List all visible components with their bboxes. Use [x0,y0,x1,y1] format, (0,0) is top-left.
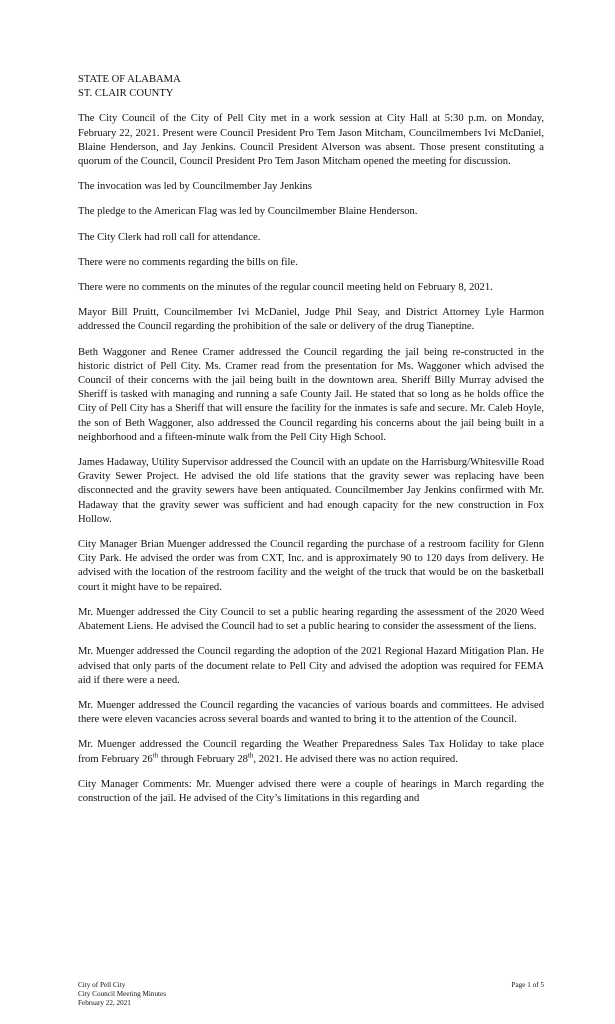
paragraph-pledge: The pledge to the American Flag was led by Councilmember Blaine Henderson. [78,206,418,218]
county-heading: ST. CLAIR COUNTY [78,88,174,100]
paragraph-minutes: There were no comments on the minutes of the regular council meeting held on February 8, 2021. [78,282,493,294]
paragraph-vacancies: Mr. Muenger addressed the Council regarding the vacancies of various boards and committees. He advised there were eleven vacancies across several boards and wanted to bring it to the attention of the Council. [78,699,544,726]
footer-date: February 22, 2021 [78,999,131,1007]
paragraph-roll-call: The City Clerk had roll call for attendance. [78,231,261,243]
paragraph-meeting-opening: The City Council of the City of Pell City met in a work session at City Hall at 5:30 p.m. on Monday, February 22, 2021. Present were Council President Pro Tem Jason Mitcham, Councilmembers Ivi McDaniel, Blaine Henderson, and Jay Jenkins. Council President Alverson was absent. Those present constituting a quorum of the Council, Council President Pro Tem Jason Mitcham opened the meeting for discussion. [78,113,544,168]
paragraph-sewer: James Hadaway, Utility Supervisor addressed the Council with an update on the Harrisburg/Whitesville Road Gravity Sewer Project. He advised the old life stations that the gravity sewer was replacing have been disconnected and the gravity sewers have been antiquated. Councilmember Jay Jenkins confirmed with Mr. Hadaway that the gravity sewer was sufficient and had enough capacity for the new construction in Fox Hollow. [78,457,544,525]
tax-holiday-text-3: , 2021. He advised there was no action required. [253,753,458,765]
paragraph-tax-holiday [78,738,544,766]
paragraph-bills: There were no comments regarding the bills on file. [78,256,298,268]
paragraph-invocation: The invocation was led by Councilmember Jay Jenkins [78,181,312,193]
tax-holiday-text-1: Mr. Muenger addressed the Council regarding the Weather Preparedness Sales Tax Holiday to take place from February 26 [78,739,544,765]
paragraph-jail: Beth Waggoner and Renee Cramer addressed the Council regarding the jail being re-constructed in the historic district of Pell City. Ms. Cramer read from the presentation for Ms. Waggoner which advised the Council of their concerns with the jail being built in the downtown area. Sheriff Billy Murray advised the Sheriff is tasked with managing and running a safe County Jail. He stated that so long as he holds office the City of Pell City has a Sheriff that will ensure the facility for the inmates is safe and secure. Mr. Caleb Hoyle, the son of Beth Waggoner, also addressed the Council regarding his concerns about the jail being built in a neighborhood and a fifteen-minute walk from the Pell City High School. [78,346,544,443]
page-number: Page 1 of 5 [511,981,544,989]
footer-document-info [78,981,166,1008]
document-heading [78,73,544,101]
footer-title: City Council Meeting Minutes [78,990,167,998]
paragraph-city-manager-comments: City Manager Comments: Mr. Muenger advised there were a couple of hearings in March regarding the construction of the jail. He advised of the City’s limitations in this regarding and [78,778,544,804]
paragraph-weed-abatement: Mr. Muenger addressed the City Council to set a public hearing regarding the assessment of the 2020 Weed Abatement Liens. He advised the Council had to set a public hearing to consider the assessment of the liens. [78,606,544,633]
minutes-body [78,73,544,817]
tax-holiday-sup-2: th [247,750,254,759]
tax-holiday-text-2: through February 28 [158,753,248,765]
state-heading: STATE OF ALABAMA [78,74,181,85]
paragraph-tianeptine: Mayor Bill Pruitt, Councilmember Ivi McDaniel, Judge Phil Seay, and District Attorney Lyle Harmon addressed the Council regarding the prohibition of the sale or delivery of the drug Tianeptine. [78,307,544,333]
paragraph-hazard-plan: Mr. Muenger addressed the Council regarding the adoption of the 2021 Regional Hazard Mitigation Plan. He advised that only parts of the document relate to Pell City and advised the adoption was required for FEMA aid if there were a need. [78,646,544,686]
tax-holiday-sup-1: th [152,750,159,759]
paragraph-restroom: City Manager Brian Muenger addressed the Council regarding the purchase of a restroom facility for Glenn City Park. He advised the order was from CXT, Inc. and is approximately 90 to 120 days from delivery. He advised with the location of the restroom facility and the weight of the truck that would be on the basketball court it might have to be repaired. [78,539,544,593]
footer-city: City of Pell City [78,981,126,989]
